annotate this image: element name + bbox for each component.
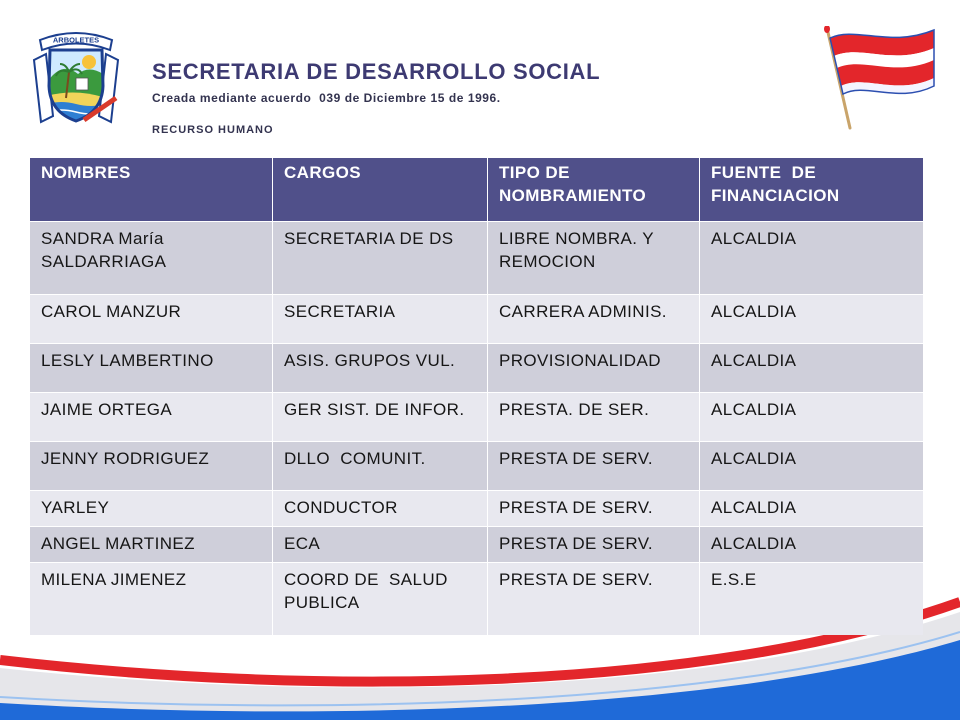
cell-cargo: ECA	[273, 527, 487, 562]
cell-cargo: ASIS. GRUPOS VUL.	[273, 344, 487, 392]
cell-tipo-nombramiento: PRESTA. DE SER.	[488, 393, 699, 441]
cell-fuente-financiacion: ALCALDIA	[700, 442, 923, 490]
cell-cargo: GER SIST. DE INFOR.	[273, 393, 487, 441]
page-title: SECRETARIA DE DESARROLLO SOCIAL	[152, 59, 601, 84]
page-subtitle: Creada mediante acuerdo 039 de Diciembre 15 de 1996.	[152, 91, 501, 105]
header-nombres: NOMBRES	[30, 158, 272, 221]
cell-fuente-financiacion: ALCALDIA	[700, 491, 923, 526]
cell-nombre: JAIME ORTEGA	[30, 393, 272, 441]
cell-tipo-nombramiento: PROVISIONALIDAD	[488, 344, 699, 392]
flag-icon	[812, 26, 940, 130]
cell-nombre: LESLY LAMBERTINO	[30, 344, 272, 392]
cell-tipo-nombramiento: LIBRE NOMBRA. Y REMOCION	[488, 222, 699, 294]
cell-nombre: YARLEY	[30, 491, 272, 526]
logo-ribbon-text: ARBOLETES	[52, 35, 100, 45]
cell-nombre: ANGEL MARTINEZ	[30, 527, 272, 562]
cell-cargo: SECRETARIA DE DS	[273, 222, 487, 294]
header-fuente-financiacion: FUENTE DE FINANCIACION	[700, 158, 923, 221]
cell-cargo: SECRETARIA	[273, 295, 487, 343]
cell-fuente-financiacion: ALCALDIA	[700, 295, 923, 343]
cell-tipo-nombramiento: PRESTA DE SERV.	[488, 527, 699, 562]
cell-fuente-financiacion: ALCALDIA	[700, 344, 923, 392]
cell-fuente-financiacion: ALCALDIA	[700, 222, 923, 294]
cell-tipo-nombramiento: PRESTA DE SERV.	[488, 491, 699, 526]
section-label: RECURSO HUMANO	[152, 124, 274, 136]
cell-tipo-nombramiento: PRESTA DE SERV.	[488, 442, 699, 490]
cell-fuente-financiacion: ALCALDIA	[700, 393, 923, 441]
cell-tipo-nombramiento: CARRERA ADMINIS.	[488, 295, 699, 343]
staff-table	[30, 158, 923, 635]
header-tipo-nombramiento: TIPO DE NOMBRAMIENTO	[488, 158, 699, 221]
header-cargos: CARGOS	[273, 158, 487, 221]
cell-nombre: SANDRA María SALDARRIAGA	[30, 222, 272, 294]
cell-fuente-financiacion: E.S.E	[700, 563, 923, 635]
cell-tipo-nombramiento: PRESTA DE SERV.	[488, 563, 699, 635]
cell-fuente-financiacion: ALCALDIA	[700, 527, 923, 562]
cell-cargo: COORD DE SALUD PUBLICA	[273, 563, 487, 635]
cell-cargo: CONDUCTOR	[273, 491, 487, 526]
cell-cargo: DLLO COMUNIT.	[273, 442, 487, 490]
cell-nombre: CAROL MANZUR	[30, 295, 272, 343]
cell-nombre: MILENA JIMENEZ	[30, 563, 272, 635]
coat-of-arms-icon	[26, 24, 126, 128]
cell-nombre: JENNY RODRIGUEZ	[30, 442, 272, 490]
